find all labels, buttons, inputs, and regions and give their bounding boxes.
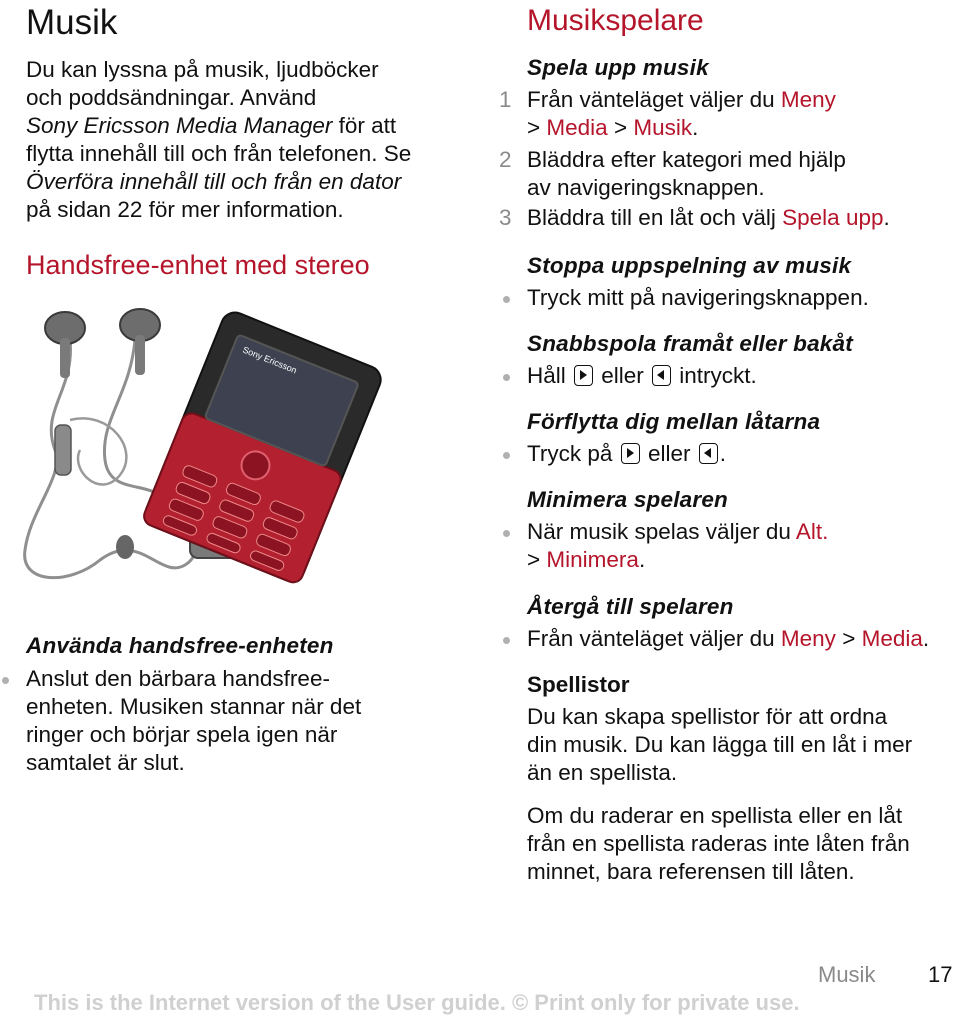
- text-line: från en spellista raderas inte låten från: [527, 831, 910, 856]
- fast-forward-text: [527, 362, 757, 390]
- intro-text: för att: [332, 113, 397, 138]
- text-line: minnet, bara referensen till låten.: [527, 859, 855, 884]
- text: .: [719, 441, 726, 466]
- text: Håll: [527, 363, 573, 388]
- use-handsfree-text: [26, 665, 466, 777]
- section-title-handsfree: Handsfree-enhet med stereo: [26, 250, 370, 280]
- nav-right-icon: [621, 443, 640, 464]
- step-text: Bläddra till en låt och välj: [527, 205, 783, 230]
- page-title: Musik: [26, 3, 118, 42]
- intro-line: Du kan lyssna på musik, ljudböcker: [26, 57, 379, 82]
- play-music-heading: Spela upp musik: [527, 55, 709, 80]
- text: Från vänteläget väljer du: [527, 626, 781, 651]
- watermark: This is the Internet version of the User guide. © Print only for private use.: [34, 990, 800, 1015]
- intro-line: på sidan 22 för mer information.: [26, 197, 344, 222]
- step-text: Bläddra efter kategori med hjälp: [527, 147, 846, 172]
- stop-playback-text: Tryck mitt på navigeringsknappen.: [527, 285, 869, 310]
- text: När musik spelas väljer du: [527, 519, 796, 544]
- text-line: Du kan skapa spellistor för att ordna: [527, 704, 888, 729]
- phone-handsfree-illustration: [10, 300, 480, 600]
- punctuation: .: [922, 626, 930, 651]
- text-line: Om du raderar en spellista eller en låt: [527, 803, 903, 828]
- intro-line: och poddsändningar. Använd: [26, 85, 317, 110]
- step-text: av navigeringsknappen.: [527, 175, 765, 200]
- music-player-title: Musikspelare: [527, 4, 704, 37]
- text-line: ringer och börjar spela igen när: [26, 722, 338, 747]
- phone-brand-label: Sony Ericsson: [241, 344, 299, 376]
- page-number: 17: [928, 962, 953, 987]
- step-text: Från vänteläget väljer du: [527, 87, 781, 112]
- step-2: [499, 146, 957, 202]
- play-steps: [499, 86, 957, 232]
- punctuation: .: [692, 115, 699, 140]
- step-1: [499, 86, 957, 142]
- punctuation: .: [638, 547, 646, 572]
- minimize-text: [527, 518, 828, 574]
- nav-left-icon: [699, 443, 718, 464]
- options-link: Alt.: [795, 519, 829, 544]
- software-name: Sony Ericsson Media Manager: [26, 113, 333, 138]
- text: Tryck på: [527, 441, 619, 466]
- earbud-left-stem: [60, 338, 70, 378]
- playlists-paragraph-1: [527, 703, 957, 787]
- minimize-heading: Minimera spelaren: [527, 487, 728, 512]
- separator: >: [835, 626, 862, 651]
- media-link: Media: [861, 626, 923, 651]
- text-line: din musik. Du kan lägga till en låt i mer: [527, 732, 913, 757]
- return-text: [527, 625, 929, 653]
- intro-paragraph: [26, 56, 466, 224]
- minimize-link: Minimera: [546, 547, 639, 572]
- move-tracks-heading: Förflytta dig mellan låtarna: [527, 409, 821, 434]
- separator: >: [527, 547, 547, 572]
- microphone-clip: [116, 535, 134, 559]
- music-link: Musik: [633, 115, 693, 140]
- inline-remote: [55, 425, 71, 475]
- move-tracks-text: [527, 440, 726, 468]
- step-number: 2: [499, 147, 512, 172]
- playlists-heading: Spellistor: [527, 672, 630, 697]
- step-number: 3: [499, 205, 512, 230]
- nav-right-icon: [574, 365, 593, 386]
- media-link: Media: [546, 115, 608, 140]
- playlists-paragraph-2: [527, 802, 957, 886]
- cable-loop: [70, 418, 126, 484]
- fast-forward-heading: Snabbspola framåt eller bakåt: [527, 331, 853, 356]
- earbud-right-stem: [135, 335, 145, 375]
- text-line: samtalet är slut.: [26, 750, 185, 775]
- text: intryckt.: [673, 363, 757, 388]
- use-handsfree-heading: Använda handsfree-enheten: [26, 633, 334, 658]
- menu-link: Meny: [780, 87, 836, 112]
- punctuation: .: [883, 205, 890, 230]
- menu-link: Meny: [780, 626, 836, 651]
- text: eller: [641, 441, 697, 466]
- step-number: 1: [499, 87, 512, 112]
- intro-line: [26, 112, 466, 140]
- text-line: än en spellista.: [527, 760, 678, 785]
- separator: >: [527, 115, 547, 140]
- text: eller: [595, 363, 651, 388]
- separator: >: [607, 115, 634, 140]
- intro-line: flytta innehåll till och från telefonen. Se: [26, 141, 412, 166]
- footer-section: Musik: [818, 962, 876, 987]
- stop-playback-heading: Stoppa uppspelning av musik: [527, 253, 852, 278]
- return-heading: Återgå till spelaren: [527, 594, 734, 619]
- phone: [141, 308, 385, 585]
- nav-left-icon: [652, 365, 671, 386]
- step-3: [499, 204, 957, 232]
- text-line: Anslut den bärbara handsfree-: [26, 666, 330, 691]
- cross-reference: Överföra innehåll till och från en dator: [26, 169, 402, 194]
- play-link: Spela upp: [782, 205, 884, 230]
- text-line: enheten. Musiken stannar när det: [26, 694, 362, 719]
